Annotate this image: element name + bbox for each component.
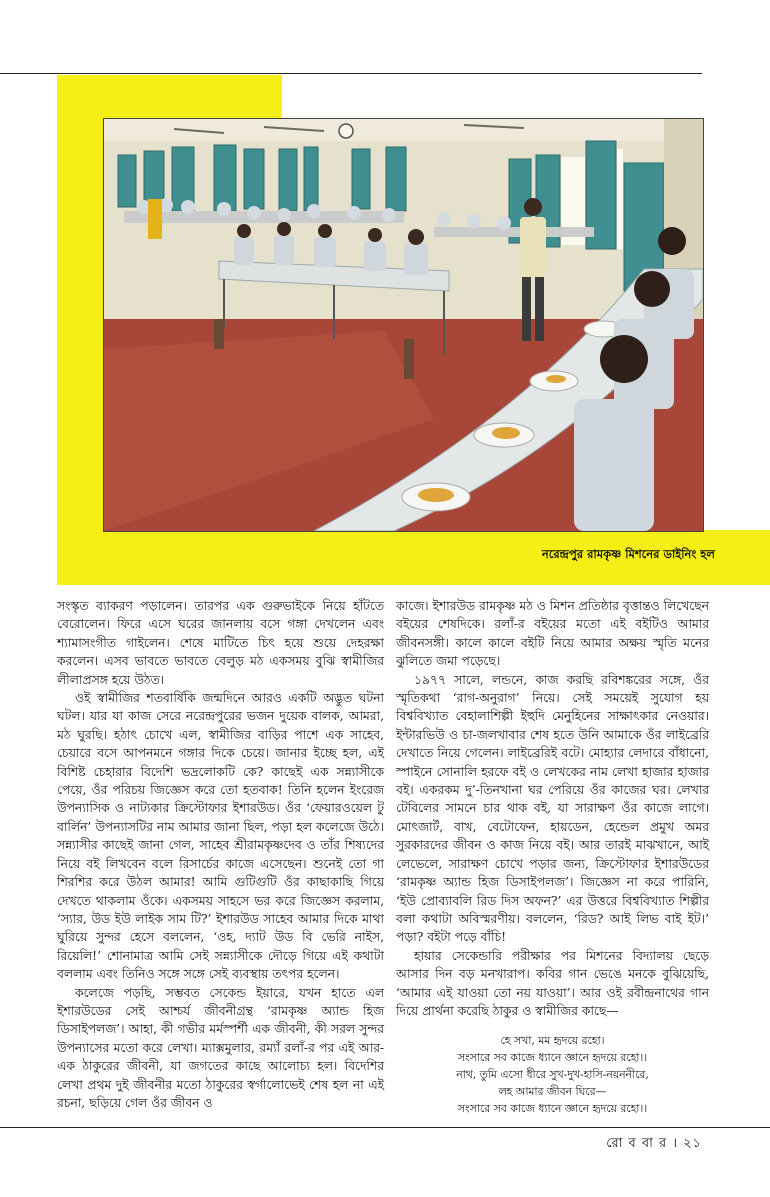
page-number: রো ব বা র । ২১	[606, 1136, 702, 1151]
photo-caption: নরেন্দ্রপুর রামকৃষ্ণ মিশনের ডাইনিং হল	[541, 547, 715, 561]
poem-line: হে সখা, মম হৃদয়ে রহো।	[500, 1034, 605, 1048]
article-paragraph: ১৯৭৭ সালে, লন্ডনে, কাজ করছি রবিশঙ্করের সঙ্গে, ওঁর স্মৃতিকথা ‘রাগ-অনুরাগ’ নিয়ে। সেই সময়েই সুযোগ হয় বিশ্ববিখ্যাত বেহালাশিল্পী ইহুদি মেনুহিনের সাক্ষাৎকার নেওয়ার। ইন্টারভিউ ও চা-জলখাবার শেষ হতে উনি আমাকে ওঁর লাইব্রেরি দেখাতে নিয়ে গেলেন। লাইব্রেরিই বটে। মোহ্যার লেদারে বাঁধানো, স্পাইনে সোনালি হরফে বই ও লেখকের নাম লেখা হাজার হাজার বই। একরকম দু’-তিনখানা ঘর পেরিয়ে ওঁর কাজের ঘর। লেখার টেবিলের সামনে চার থাক বই, যা সারাক্ষণ ওঁর কাজে লাগে। মোৎজার্ট, বাখ, বেটোফেন, হায়ডেন, হেন্ডেল প্রমুখ অমর সুরকারদের জীবন ও কাজ নিয়ে বই। আর তারই মাঝখানে, আই লেভেলে, সারাক্ষণ চোখে পড়ার জন্য, ক্রিস্টোফার ইশারউডের ‘রামকৃষ্ণ অ্যান্ড হিজ ডিসাইপলজ’। জিজ্ঞেস না করে পারিনি, ‘ইউ প্রোব্যাবলি রিড দিস অফন?’ এর উত্তরে বিশ্ববিখ্যাত শিল্পীর বলা কথাটা অবিস্মরণীয়। বললেন, ‘রিড? আই লিভ বাই ইট।’ পড়া? বইটা পড়ে বাঁচি!	[396, 672, 709, 945]
article-paragraph: ওই স্বামীজির শতবার্ষিকি জন্মদিনে আরও একটি অদ্ভুত ঘটনা ঘটল। যার যা কাজ সেরে নরেন্দ্রপুরের ভজন দুয়েক বালক, আমরা, মঠ ঘুরছি। হঠাৎ চোখে এল, স্বামীজির বাড়ির পাশে এক সাহেব, চেয়ারে বসে আপনমনে গঙ্গার দিকে চেয়ে। জানার ইচ্ছে হল, এই বিশিষ্ট চেহারার বিদেশি ভদ্রলোকটি কে? কাছেই এক সন্ন্যাসীকে পেয়ে, ওঁর পরিচয় জিজ্ঞেস করে তো হতবাক! তিনি হলেন ইংরেজ উপন্যাসিক ও নাট্যকার ক্রিস্টোফার ইশারউড। ওঁর ‘ফেয়ারওয়েল টু বার্লিন’ উপন্যাসটির নাম আমার জানা ছিল, পড়া হল কলেজে উঠে। সন্ন্যাসীর কাছেই জানা গেল, সাহেব শ্রীরামকৃষ্ণদেব ও তাঁর শিষ্যদের নিয়ে বই লিখবেন বলে রিসার্চের কাজে এসেছেন। শুনেই তো গা শিরশির করে উঠল আমার! আমি গুটিগুটি ওঁর কাছাকাছি গিয়ে দেখতে থাকলাম ওঁকে। একসময় সাহসে ভর করে জিজ্ঞেস করলাম, ‘স্যার, উড ইউ লাইক সাম টি?’ ইশারউড সাহেব আমার দিকে মাথা ঘুরিয়ে সুন্দর হেসে বললেন, ‘ওহ, দ্যাট উড বি ভেরি নাইস, রিয়েলি!’ শোনামাত্র আমি সেই সন্ন্যাসীকে দৌড়ে গিয়ে এই কথাটা বললাম এবং তিনিও সঙ্গে সঙ্গে সেই ব্যবস্থায় তৎপর হলেন।	[57, 691, 384, 982]
article-column-left	[57, 597, 384, 1112]
poem-line: লহ আমার জীবন ঘিরে—	[498, 1085, 607, 1099]
article-paragraph: কাজে। ইশারউড রামকৃষ্ণ মঠ ও মিশন প্রতিষ্ঠার বৃত্তান্তও লিখেছেন বইয়ের শেষদিকে। রলাঁ-র বইয়ের মতো এই বইটিও আমার জীবনসঙ্গী। কালে কালে বইটি নিয়ে আমার অক্ষয় স্মৃতি মনের ঝুলিতে জমা পড়েছে।	[396, 599, 709, 669]
article-paragraph: কলেজে পড়ছি, সম্ভবত সেকেন্ড ইয়ারে, যখন হাতে এল ইশারউডের সেই আশ্চর্য জীবনীগ্রন্থ ‘রামকৃষ্ণ অ্যান্ড হিজ ডিসাইপলজ’। আহা, কী গভীর মর্মস্পর্শী এক জীবনী, কী সরল সুন্দর উপন্যাসের মতো করে লেখা। ম্যাক্সমুলার, রম্যাঁ রলাঁ-র পর এই আর-এক ঠাকুরের জীবনী, যা জগতের কাছে আলোচ্য হল। বিদেশির লেখা প্রথম দুই জীবনীর মতো ঠাকুরের স্বর্গালোভেই শেষ হল না এই রচনা, ছড়িয়ে গেল ওঁর জীবন ও	[57, 985, 384, 1110]
article-paragraph: সংস্কৃত ব্যাকরণ পড়ালেন। তারপর এক গুরুভাইকে নিয়ে হাঁটতে বেরোলেন। ফিরে এসে ঘরের জানলায় বসে গঙ্গা দেখলেন এবং শ্যামাসংগীত গাইলেন। শেষে মাটিতে চিৎ হয়ে শুয়ে দেহরক্ষা করলেন। এসব ভাবতে ভাবতে বেলুড় মঠ একসময় বুঝি স্বামীজির লীলাপ্রসঙ্গ হয়ে উঠত।	[57, 599, 384, 687]
article-column-right	[396, 597, 709, 1117]
poem-line: সংসারে সব কাজে ধ্যানে জ্ঞানে হৃদয়ে রহো।।	[457, 1051, 648, 1065]
top-rule	[0, 73, 702, 74]
dining-hall-illustration	[104, 119, 703, 531]
poem-line: সংসারে সব কাজে ধ্যানে জ্ঞানে হৃদয়ে রহো।।	[457, 1102, 648, 1116]
bottom-rule	[0, 1127, 770, 1128]
article-paragraph: হায়ার সেকেন্ডারি পরীক্ষার পর মিশনের বিদ্যালয় ছেড়ে আসার দিন বড় মনখারাপ। কবির গান ভেঙে মনকে বুঝিয়েছি, ‘আমার এই যাওয়া তো নয় যাওয়া’। আর ওই রবীন্দ্রনাথের গান দিয়ে প্রার্থনা করেছি ঠাকুর ও স্বামীজির কাছে—	[396, 948, 709, 1018]
poem-line: নাথ, তুমি এসো ধীরে সুখ-দুখ-হাসি-নয়ননীরে,	[456, 1068, 649, 1082]
poem-block	[396, 1032, 709, 1117]
dining-hall-photo	[103, 118, 704, 532]
